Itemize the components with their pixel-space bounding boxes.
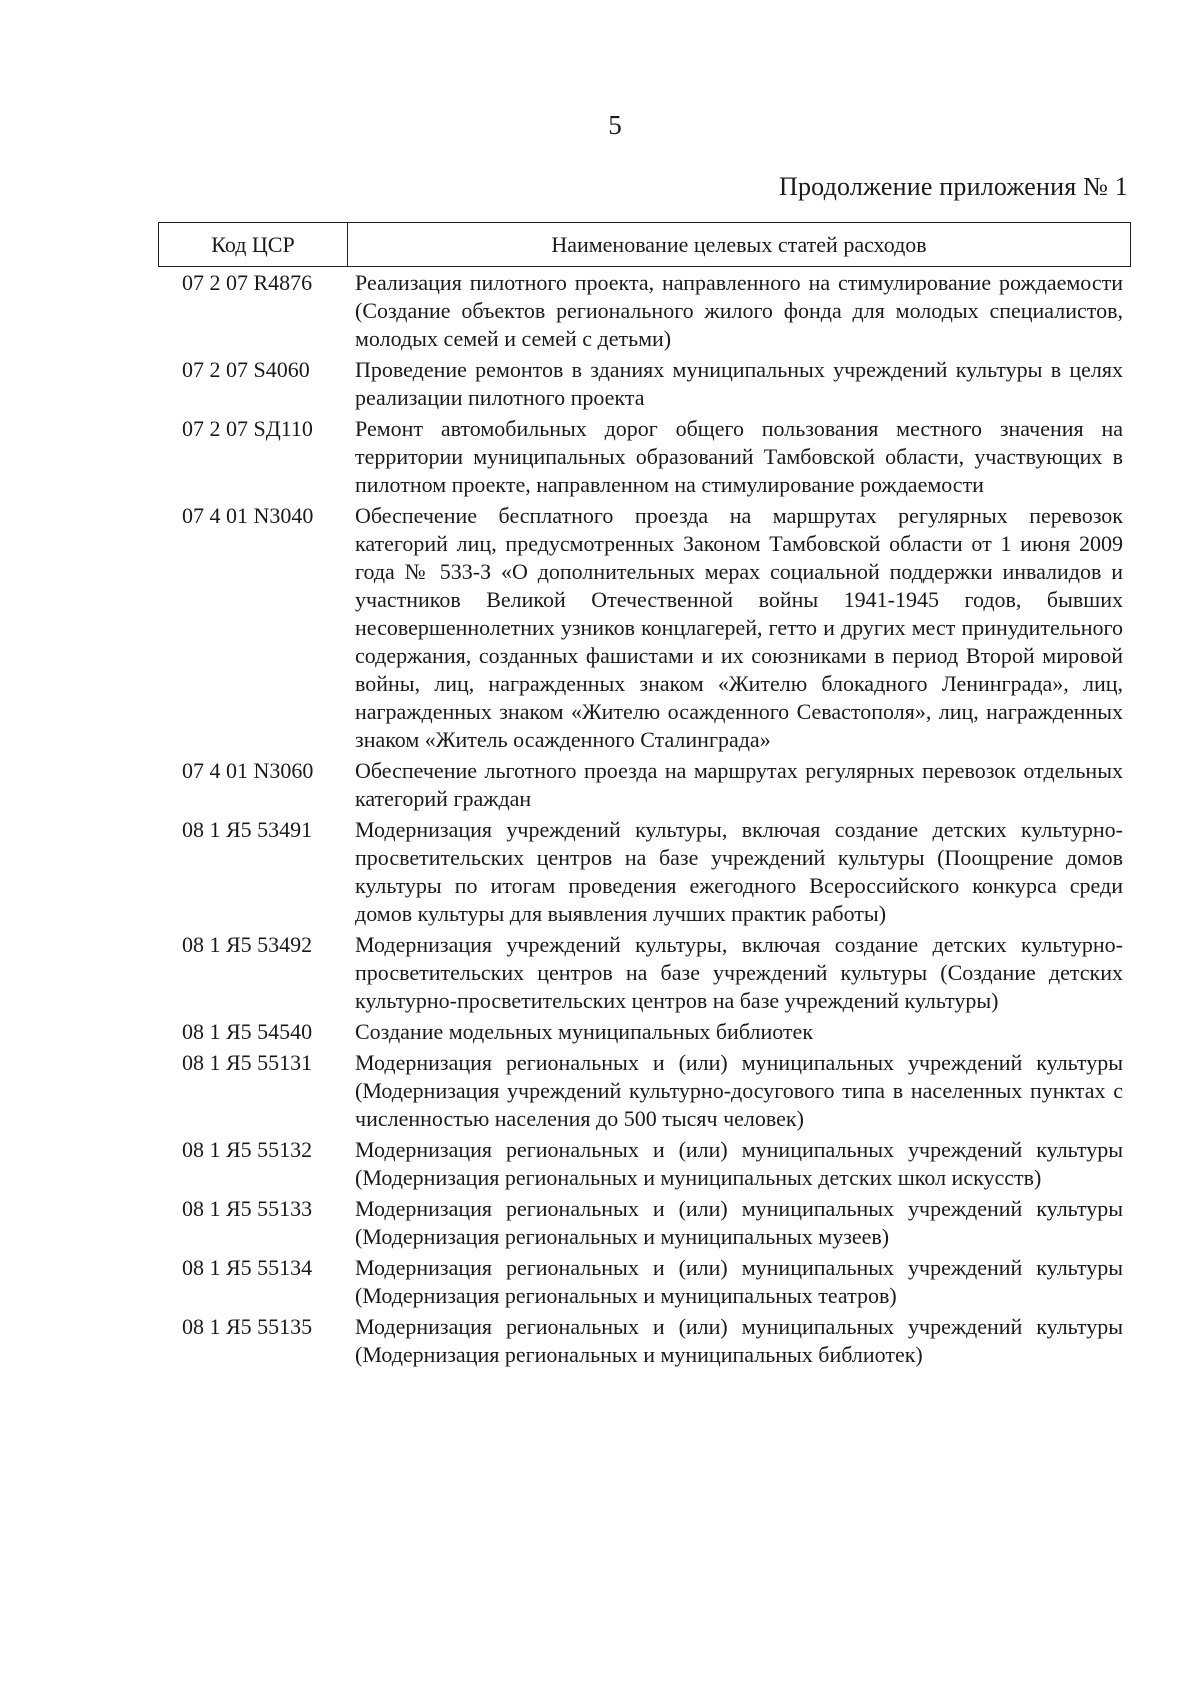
row-code: 08 1 Я5 55131 (182, 1050, 313, 1075)
table-row (158, 1018, 1131, 1046)
row-code: 08 1 Я5 55133 (182, 1196, 313, 1221)
row-name: Модернизация региональных и (или) муниципальных учреждений культуры (Модернизация региональных и муниципальных детских школ искусств) (355, 1137, 1123, 1190)
row-code: 08 1 Я5 53491 (182, 817, 313, 842)
row-code: 08 1 Я5 55135 (182, 1314, 313, 1339)
row-name: Создание модельных муниципальных библиотек (355, 1019, 814, 1044)
table-row (158, 757, 1131, 813)
table-row (158, 1195, 1131, 1251)
row-code: 07 2 07 R4876 (182, 270, 313, 295)
table-row (158, 1049, 1131, 1133)
row-code: 07 2 07 S4060 (182, 357, 310, 382)
row-code: 08 1 Я5 53492 (182, 932, 313, 957)
row-code: 07 4 01 N3040 (182, 503, 314, 528)
appendix-title: Продолжение приложения № 1 (778, 172, 1128, 201)
table-row (158, 415, 1131, 499)
row-name: Обеспечение льготного проезда на маршрутах регулярных перевозок отдельных категорий граждан (355, 758, 1123, 811)
row-name: Реализация пилотного проекта, направленного на стимулирование рождаемости (Создание объектов регионального жилого фонда для молодых специалистов, молодых семей и семей с детьми) (355, 270, 1123, 351)
row-code: 08 1 Я5 55134 (182, 1255, 313, 1280)
row-name: Модернизация учреждений культуры, включая создание детских культурно-просветительских центров на базе учреждений культуры (Поощрение домов культуры по итогам проведения ежегодного Всероссийского конкурса среди домов культуры для выявления лучших практик работы) (355, 817, 1123, 926)
table-row (158, 269, 1131, 353)
row-code: 08 1 Я5 55132 (182, 1137, 313, 1162)
row-name: Модернизация региональных и (или) муниципальных учреждений культуры (Модернизация региональных и муниципальных библиотек) (355, 1314, 1123, 1367)
budget-codes-table (158, 222, 1131, 1372)
table-header (158, 222, 1131, 267)
table-row (158, 1254, 1131, 1310)
row-code: 07 2 07 SД110 (182, 416, 313, 441)
row-name: Модернизация региональных и (или) муниципальных учреждений культуры (Модернизация региональных и муниципальных музеев) (355, 1196, 1123, 1249)
header-name: Наименование целевых статей расходов (551, 232, 927, 257)
table-row (158, 816, 1131, 928)
page-number: 5 (608, 110, 622, 140)
row-name: Модернизация региональных и (или) муниципальных учреждений культуры (Модернизация региональных и муниципальных театров) (355, 1255, 1123, 1308)
table-row (158, 502, 1131, 754)
table-row (158, 1313, 1131, 1369)
header-code: Код ЦСР (159, 223, 348, 266)
row-code: 08 1 Я5 54540 (182, 1019, 313, 1044)
table-body (158, 269, 1131, 1369)
row-name: Модернизация региональных и (или) муниципальных учреждений культуры (Модернизация учреждений культурно-досугового типа в населенных пунктах с численностью населения до 500 тысяч человек) (355, 1050, 1123, 1131)
row-name: Обеспечение бесплатного проезда на маршрутах регулярных перевозок категорий лиц, предусмотренных Законом Тамбовской области от 1 июня 2009 года № 533-З «О дополнительных мерах социальной поддержки инвалидов и участников Великой Отечественной войны 1941-1945 годов, бывших несовершеннолетних узников концлагерей, гетто и других мест принудительного содержания, созданных фашистами и их союзниками в период Второй мировой войны, лиц, награжденных знаком «Жителю блокадного Ленинграда», лиц, награжденных знаком «Жителю осажденного Севастополя», лиц, награжденных знаком «Житель осажденного Сталинграда» (355, 503, 1123, 752)
table-row (158, 356, 1131, 412)
table-row (158, 931, 1131, 1015)
row-code: 07 4 01 N3060 (182, 758, 314, 783)
row-name: Ремонт автомобильных дорог общего пользования местного значения на территории муниципальных образований Тамбовской области, участвующих в пилотном проекте, направленном на стимулирование рождаемости (355, 416, 1123, 497)
table-row (158, 1136, 1131, 1192)
row-name: Модернизация учреждений культуры, включая создание детских культурно-просветительских центров на базе учреждений культуры (Создание детских культурно-просветительских центров на базе учреждений культуры) (355, 932, 1123, 1013)
row-name: Проведение ремонтов в зданиях муниципальных учреждений культуры в целях реализации пилотного проекта (355, 357, 1123, 410)
